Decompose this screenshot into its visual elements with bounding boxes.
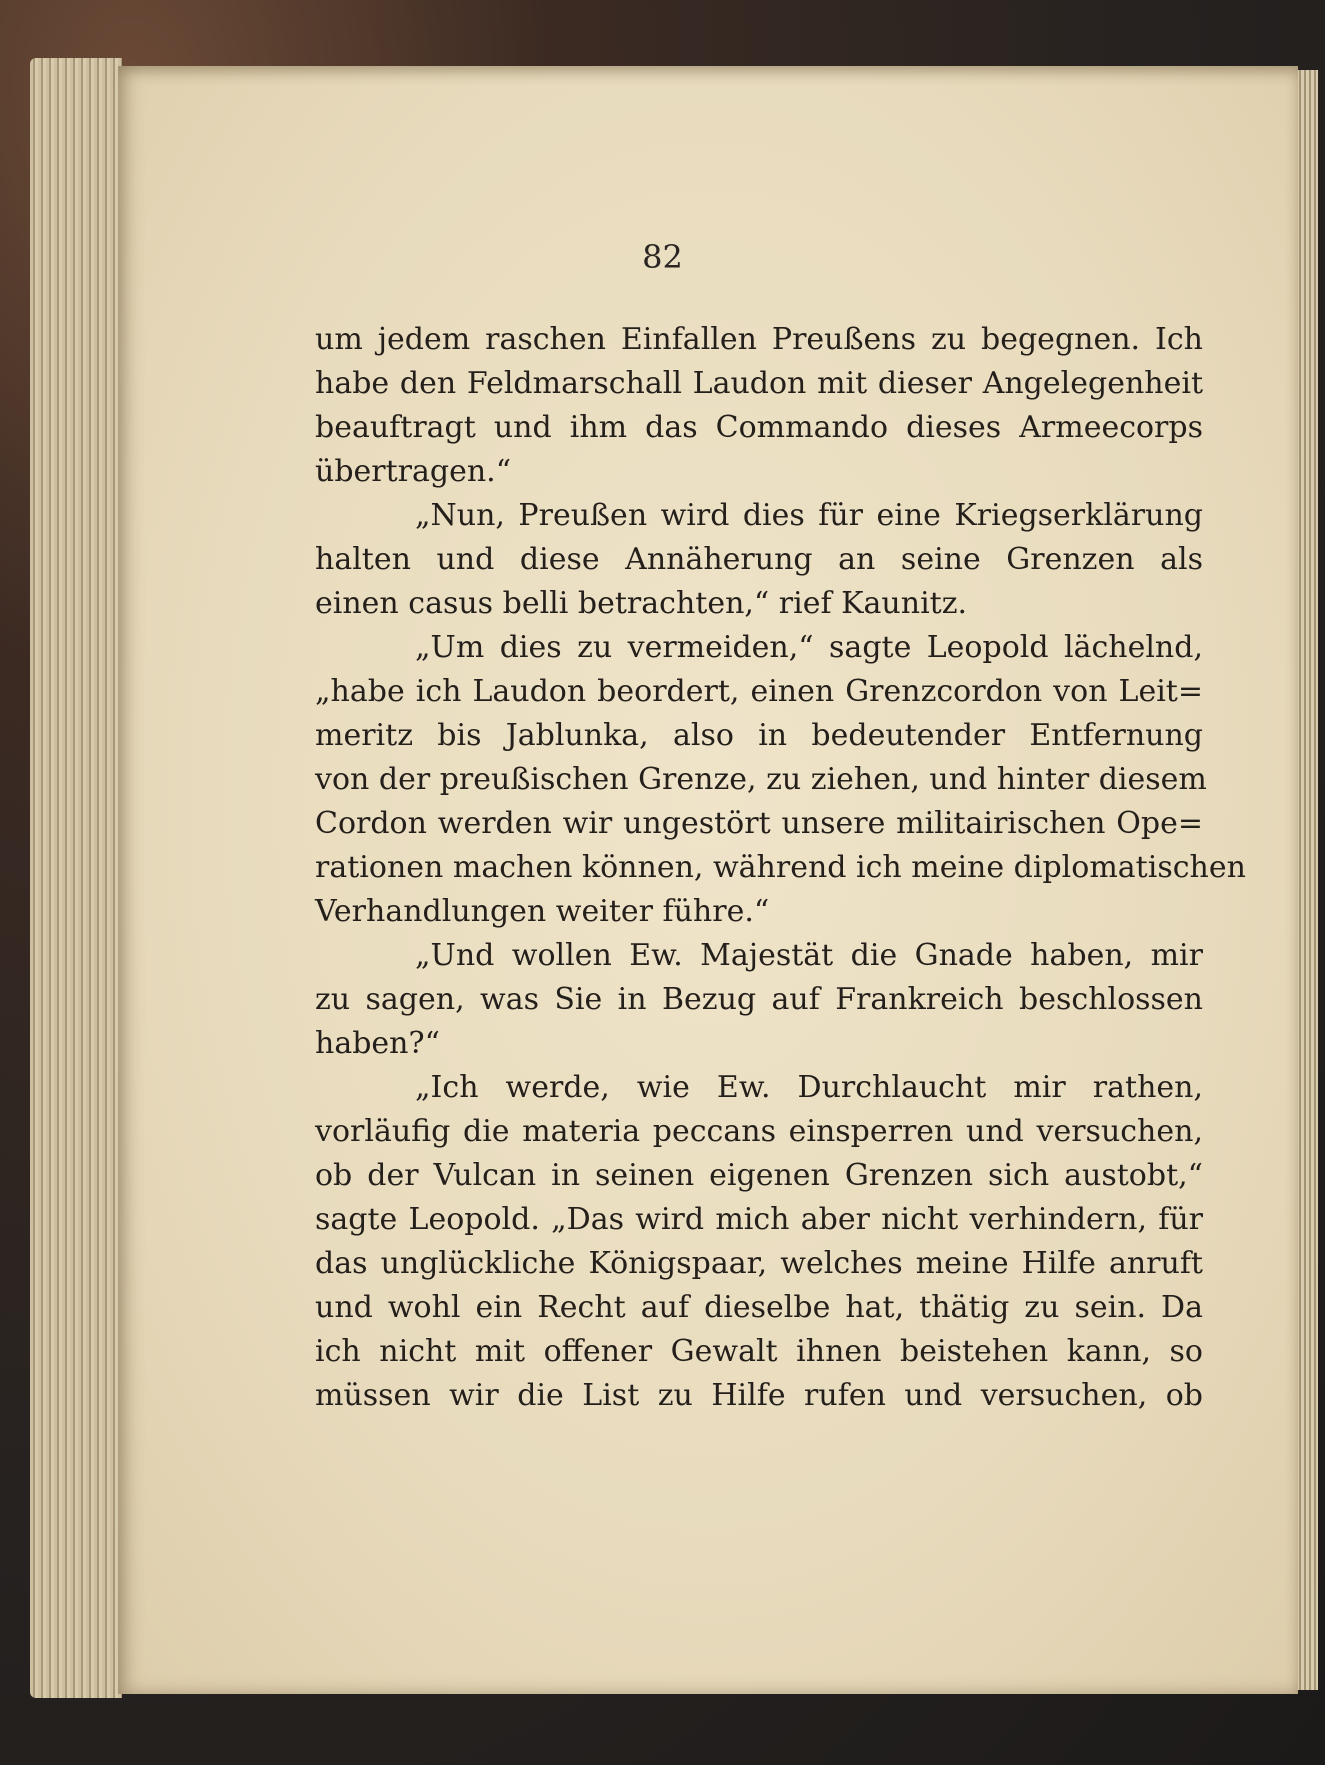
page-number: 82 [642,238,683,276]
text-line: „Ich werde, wie Ew. Durchlaucht mir rathen, [415,1070,1203,1105]
text-line: „Nun, Preußen wird dies für eine Kriegserklärung [415,498,1203,533]
text-line: um jedem raschen Einfallen Preußens zu begegnen. Ich [315,322,1203,357]
text-line: beauftragt und ihm das Commando dieses Armeecorps [315,410,1203,445]
text-line: und wohl ein Recht auf dieselbe hat, thätig zu sein. Da [315,1290,1203,1325]
text-line: müssen wir die List zu Hilfe rufen und versuchen, ob [315,1378,1203,1413]
body-text [315,318,1246,1418]
text-line: das unglückliche Königspaar, welches meine Hilfe anruft [315,1246,1203,1281]
text-line: habe den Feldmarschall Laudon mit dieser Angelegenheit [315,366,1203,401]
text-line: „Und wollen Ew. Majestät die Gnade haben, mir [415,938,1203,973]
text-line: sagte Leopold. „Das wird mich aber nicht verhindern, für [315,1202,1203,1237]
text-line: haben?“ [315,1026,440,1061]
text-line: von der preußischen Grenze, zu ziehen, und hinter diesem [315,762,1207,797]
text-line: zu sagen, was Sie in Bezug auf Frankreich beschlossen [315,982,1203,1017]
page-edges-right [1296,70,1318,1690]
text-line: „habe ich Laudon beordert, einen Grenzcordon von Leit= [315,674,1203,709]
text-line: rationen machen können, während ich meine diplomatischen [315,850,1246,885]
text-line: „Um dies zu vermeiden,“ sagte Leopold lächelnd, [415,630,1203,665]
text-line: ob der Vulcan in seinen eigenen Grenzen sich austobt,“ [315,1158,1203,1193]
page-edges [30,58,122,1698]
text-line: meritz bis Jablunka, also in bedeutender Entfernung [315,718,1203,753]
text-line: übertragen.“ [315,454,512,489]
text-line: vorläufig die materia peccans einsperren und versuchen, [315,1114,1203,1149]
text-line: einen casus belli betrachten,“ rief Kaunitz. [315,586,968,621]
text-line: halten und diese Annäherung an seine Grenzen als [315,542,1203,577]
text-line: Verhandlungen weiter führe.“ [315,894,770,929]
text-line: Cordon werden wir ungestört unsere militairischen Ope= [315,806,1203,841]
text-line: ich nicht mit offener Gewalt ihnen beistehen kann, so [315,1334,1203,1369]
